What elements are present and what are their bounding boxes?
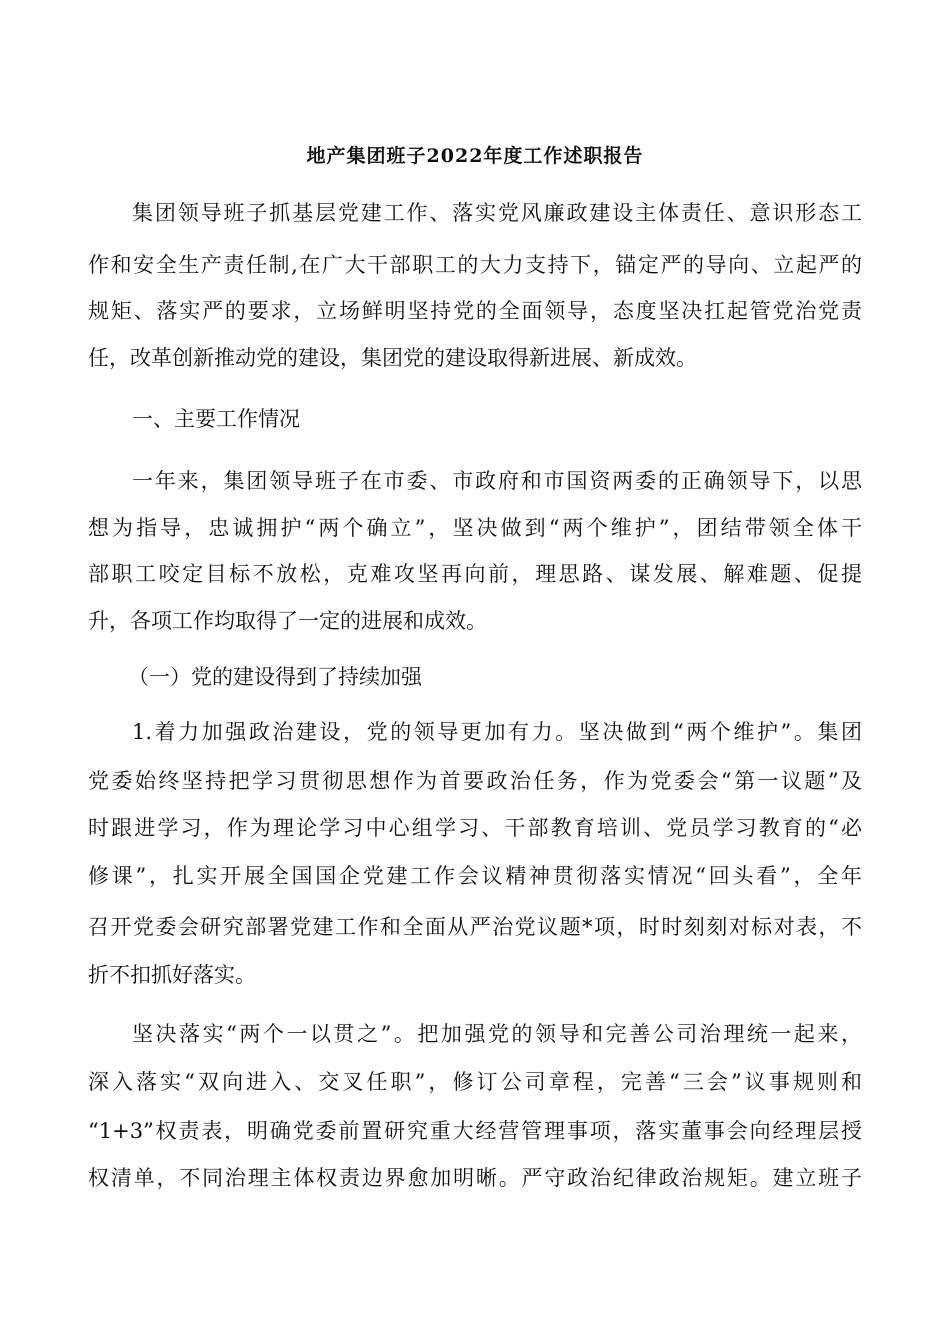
section-heading: 一、主要工作情况 <box>132 407 300 431</box>
paragraph-line: 一年来，集团领导班子在市委、市政府和市国资两委的正确领导下，以思 <box>132 469 862 493</box>
paragraph-line: 升，各项工作均取得了一定的进展和成效。 <box>88 609 487 633</box>
paragraph-line: 集团领导班子抓基层党建工作、落实党风廉政建设主体责任、意识形态工 <box>132 201 862 225</box>
paragraph-line: 作和安全生产责任制,在广大干部职工的大力支持下，锚定严的导向、立起严的 <box>88 253 862 277</box>
paragraph-line: 规矩、落实严的要求，立场鲜明坚持党的全面领导，态度坚决扛起管党治党责 <box>88 299 862 323</box>
subsection-heading: （一）党的建设得到了持续加强 <box>128 665 422 689</box>
paragraph-line: 党委始终坚持把学习贯彻思想作为首要政治任务，作为党委会“第一议题”及 <box>88 769 862 793</box>
paragraph-line: 任，改革创新推动党的建设，集团党的建设取得新进展、新成效。 <box>88 346 697 370</box>
paragraph-line: 1.着力加强政治建设，党的领导更加有力。坚决做到“两个维护”。集团 <box>132 720 862 744</box>
paragraph-line: 折不扣抓好落实。 <box>88 963 256 987</box>
paragraph-line: 深入落实“双向进入、交叉任职”，修订公司章程，完善“三会”议事规则和 <box>88 1070 862 1094</box>
paragraph-line: 时跟进学习，作为理论学习中心组学习、干部教育培训、党员学习教育的“必 <box>88 816 862 840</box>
paragraph-line: 权清单，不同治理主体权责边界愈加明晰。严守政治纪律政治规矩。建立班子 <box>88 1166 862 1190</box>
paragraph-line: 召开党委会研究部署党建工作和全面从严治党议题*项，时时刻刻对标对表，不 <box>88 915 862 939</box>
document-title: 地产集团班子2022年度工作述职报告 <box>306 145 644 167</box>
paragraph-line: “1+3”权责表，明确党委前置研究重大经营管理事项，落实董事会向经理层授 <box>88 1119 862 1143</box>
paragraph-line: 坚决落实“两个一以贯之”。把加强党的领导和完善公司治理统一起来， <box>132 1022 862 1046</box>
paragraph-line: 修课”，扎实开展全国国企党建工作会议精神贯彻落实情况“回头看”，全年 <box>88 864 862 888</box>
paragraph-line: 部职工咬定目标不放松，克难攻坚再向前，理思路、谋发展、解难题、促提 <box>88 562 862 586</box>
paragraph-line: 想为指导，忠诚拥护“两个确立”，坚决做到“两个维护”，团结带领全体干 <box>88 516 862 540</box>
